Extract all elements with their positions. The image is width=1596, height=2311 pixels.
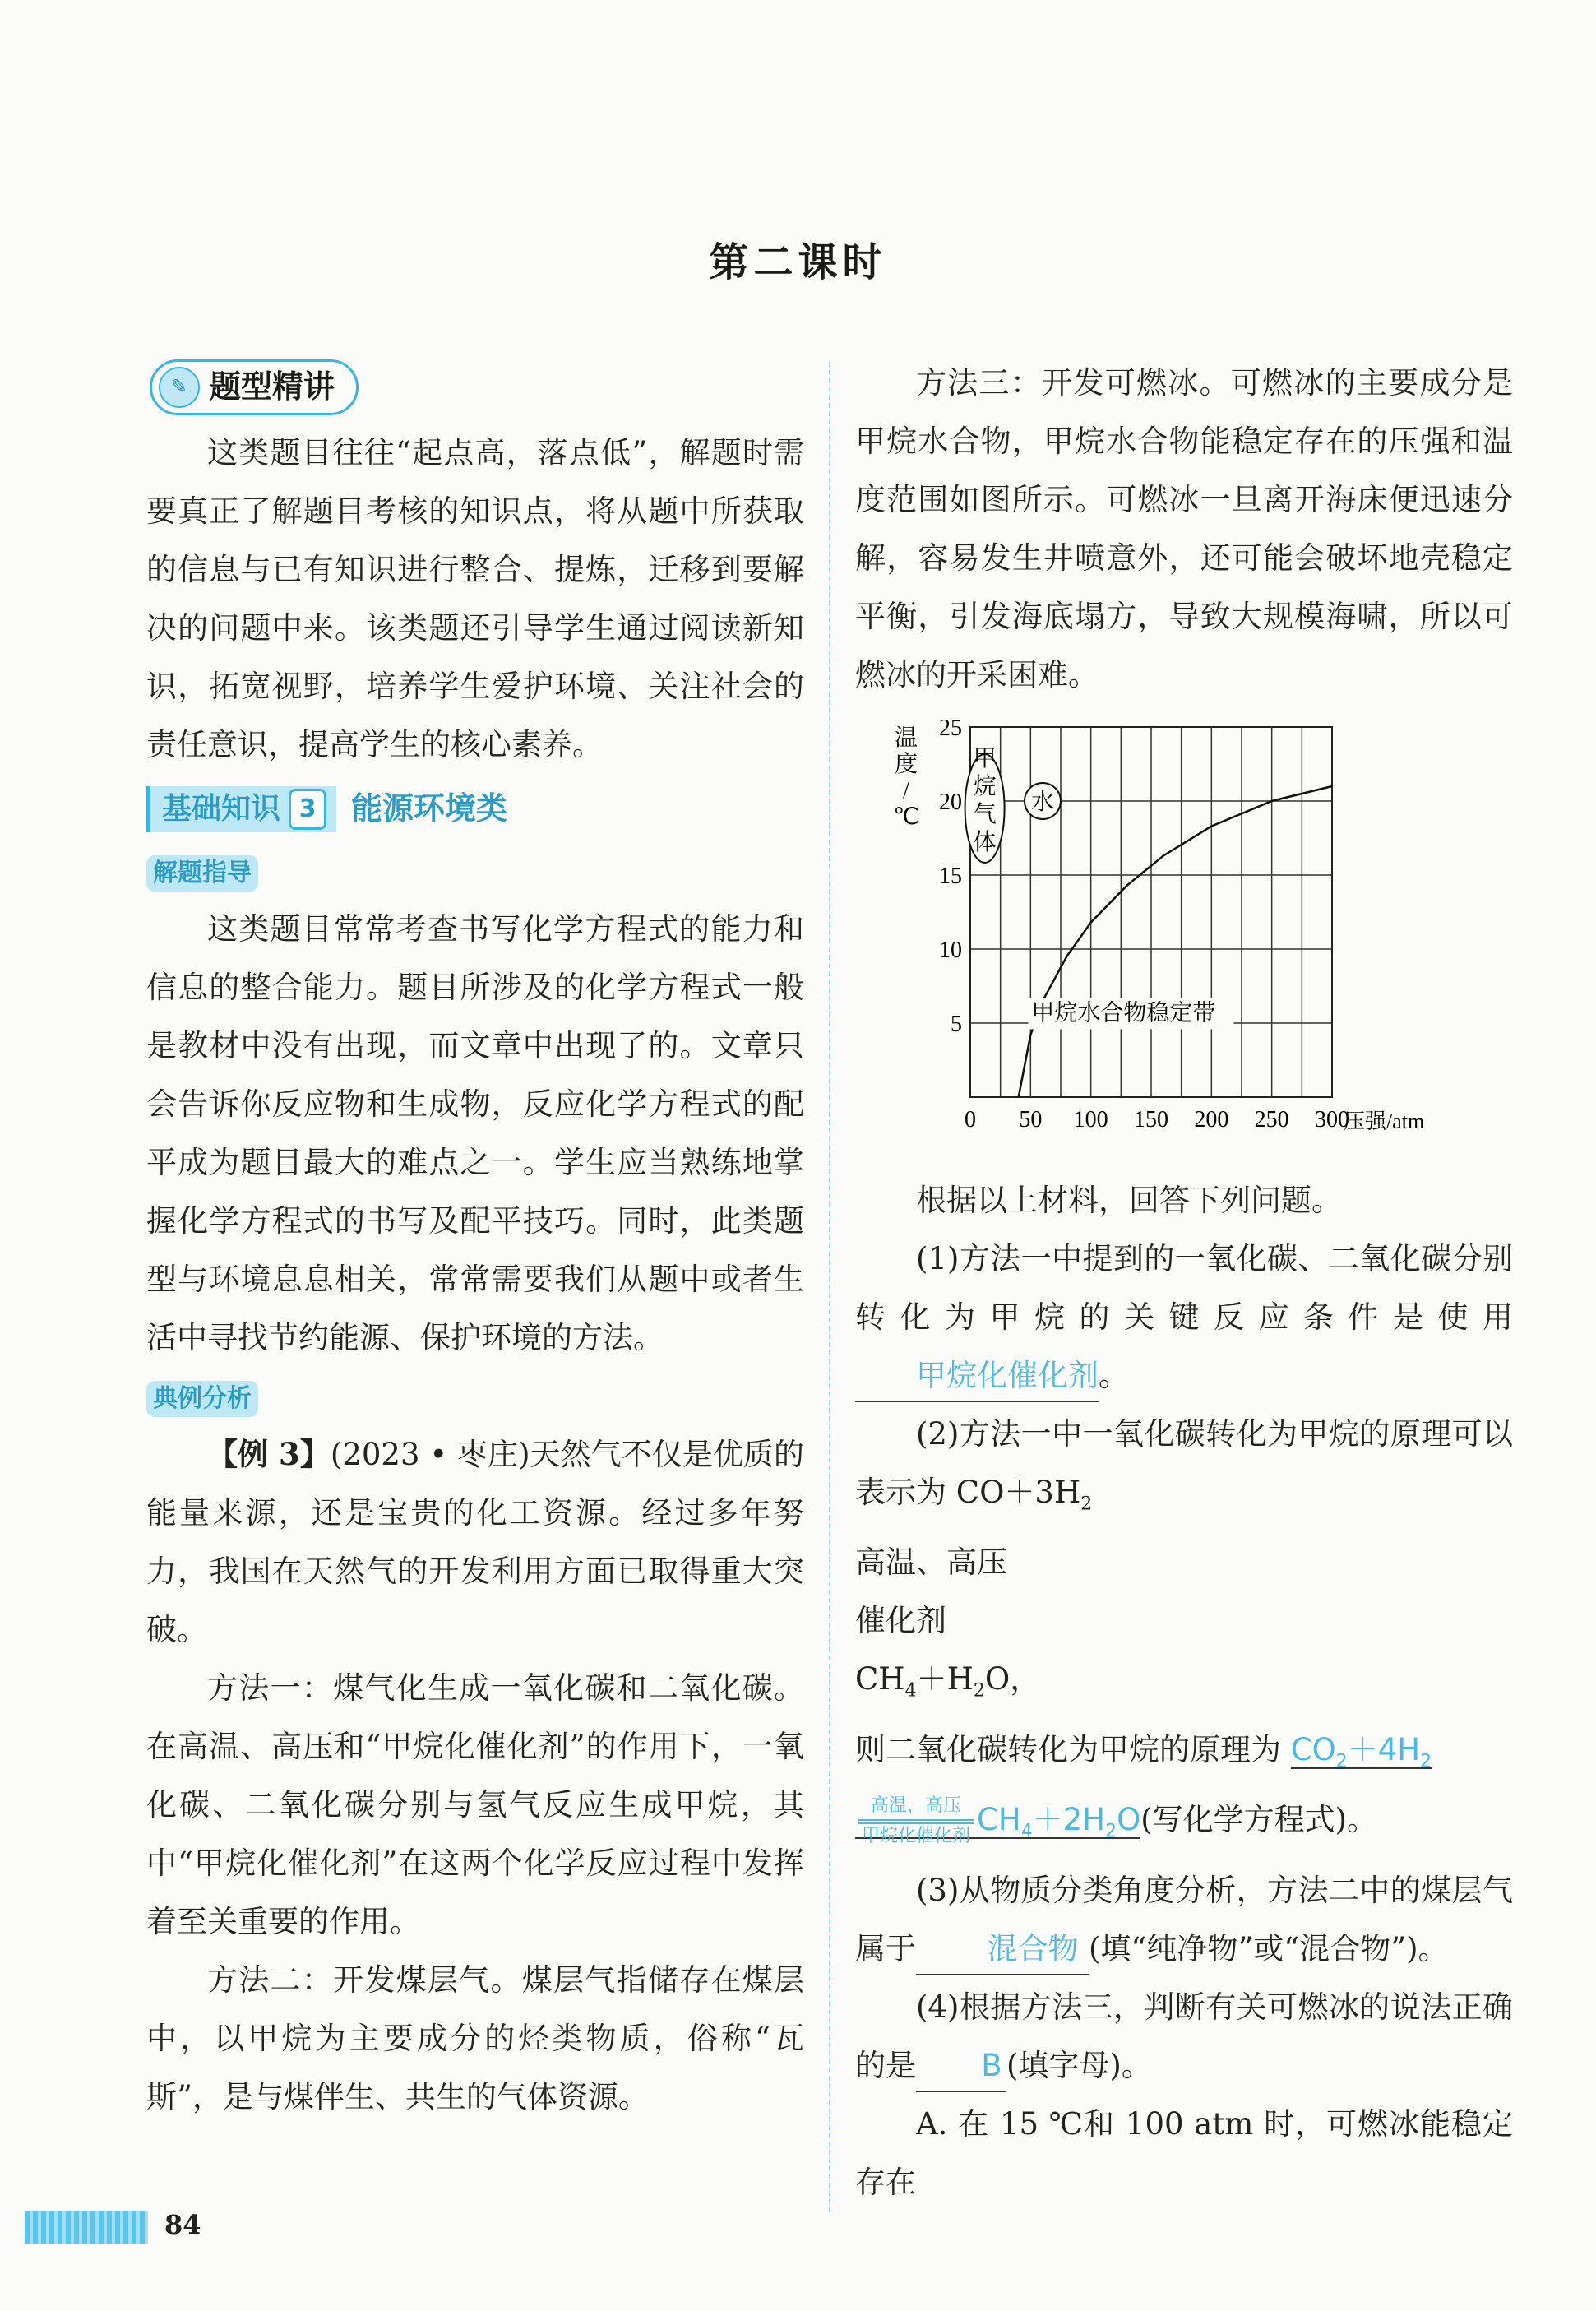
x-tick-label: 50: [1019, 1107, 1043, 1132]
gas-region-label: 气: [973, 801, 997, 827]
q2-text-b: 则二氧化碳转化为甲烷的原理为: [855, 1731, 1281, 1767]
gas-region-label: 体: [973, 829, 997, 855]
q2-ans-ch4: CH: [977, 1802, 1021, 1838]
knowledge-badge: [146, 786, 336, 832]
q2-ans-cond-bot: 甲烷化催化剂: [862, 1825, 971, 1846]
q3-text: (3)从物质分类角度分析，方法二中的煤层气属于: [855, 1872, 1513, 1966]
guide-paragraph: 这类题目常常考查书写化学方程式的能力和信息的整合能力。题目所涉及的化学方程式一般是教材中没有出现，而文章中出现了的。文章只会告诉你反应物和生成物，反应化学方程式的配平成为题目最大的难点之一。学生应当熟练地掌握化学方程式的书写及配平技巧。同时，此类题型与环境息息相关，常常需要我们从题中或者生活中寻找节约能源、保护环境的方法。: [146, 910, 804, 1355]
example-text: (2023 • 枣庄)天然气不仅是优质的能量来源，还是宝贵的化工资源。经过多年努力，我国在天然气的开发利用方面已取得重大突破。: [146, 1436, 804, 1647]
q2-ans-co2: CO: [1290, 1731, 1336, 1767]
x-tick-label: 200: [1194, 1107, 1229, 1132]
option-a: A. 在 15 ℃和 100 atm 时，可燃冰能稳定存在: [855, 2105, 1513, 2200]
q2-ans-h2o: ＋2H: [1032, 1802, 1106, 1838]
method2-paragraph: 方法二：开发煤层气。煤层气指储存在煤层中，以甲烷为主要成分的烃类物质，俗称“瓦斯”，是与煤伴生、共生的气体资源。: [146, 1961, 804, 2114]
knowledge-label: 基础知识: [162, 792, 281, 826]
y-tick-label: 25: [939, 716, 962, 741]
y-axis-label-char: /: [903, 778, 909, 804]
page-number: 84: [164, 2209, 201, 2240]
y-axis-label-char: 温: [894, 725, 918, 751]
stable-region-label: 甲烷水合物稳定带: [1031, 1000, 1216, 1026]
knowledge-category: 能源环境类: [351, 790, 508, 827]
guide-tag: 解题指导: [146, 855, 258, 892]
x-tick-label: 100: [1073, 1107, 1108, 1132]
question-2: (2)方法一中一氧化碳转化为甲烷的原理可以表示为 $CO+3H_2$: [855, 1416, 1513, 1515]
right-column: 方法三：开发可燃冰。可燃冰的主要成分是甲烷水合物，甲烷水合物能稳定存在的压强和温度范围如图所示。可燃冰一旦离开海床便迅速分解，容易发生井喷意外，还可能会破坏地壳稳定平衡，引发海底塌方，导致大规模海啸，所以可燃冰的开采困难。 0 50 100 150 200 250 300 5 10 15 20 25 压强/atm 温 度 / ℃ 甲 烷 气 体 水 甲烷水合物稳定带 根据以上材料，回答下列问题。 (1)方法一中提到的一氧化碳、二氧化碳分别转化为甲烷的关键反应条件是使用甲烷化催化剂。 (2)方法一中一氧化碳转化为甲烷的原理可以表示为 $CO+3H_2$ 高温、高压 催化剂 $CH_4+H_2O$， 则二氧化碳转化为甲烷的原理为 $CO_2+4H_2$ 高温，高压 甲烷化催化剂 $CH_4+2H_2O$(写化学方程式)。 (3)从物质分类角度分析，方法二中的煤层气属于 混合物 (填“纯净物”或“混合物”)。 (4)根据方法三，判断有关可燃冰的说法正确的是 B (填字母)。 A. 在 15 ℃和 100 atm 时，可燃冰能稳定存在: [855, 354, 1513, 2211]
x-tick-label: 0: [965, 1107, 976, 1132]
stability-curve: [1019, 786, 1332, 1097]
y-tick-label: 10: [939, 938, 962, 963]
q2-cond-top: 高温、高压: [855, 1545, 1007, 1581]
knowledge-number: 3: [289, 789, 326, 830]
footer-bar: [25, 2211, 148, 2244]
lecture-icon: ✎: [159, 367, 200, 408]
intro-paragraph: 这类题目往往“起点高，落点低”，解题时需要真正了解题目考核的知识点，将从题中所获取的信息与已有知识进行整合、提炼，迁移到要解决的问题中来。该类题还引导学生通过阅读新知识，拓宽视野，培养学生爱护环境、关注社会的责任意识，提高学生的核心素养。: [146, 434, 804, 762]
q2-text: (2)方法一中一氧化碳转化为甲烷的原理可以表示为 CO＋3H: [855, 1416, 1513, 1510]
gas-region-label: 甲: [973, 745, 997, 771]
method3-paragraph: 方法三：开发可燃冰。可燃冰的主要成分是甲烷水合物，甲烷水合物能稳定存在的压强和温度范围如图所示。可燃冰一旦离开海床便迅速分解，容易发生井喷意外，还可能会破坏地壳稳定平衡，引发海底塌方，导致大规模海啸，所以可燃冰的开采困难。: [855, 365, 1513, 692]
q3-answer: 混合物: [916, 1924, 1089, 1975]
section-badge-label: 题型精讲: [210, 368, 335, 405]
q2-answer: $CO_2+4H_2$ 高温，高压 甲烷化催化剂 $CH_4+2H_2O$: [855, 1732, 1432, 1839]
y-tick-label: 15: [939, 864, 962, 889]
prompt-paragraph: 根据以上材料，回答下列问题。: [916, 1183, 1342, 1218]
q1-text: (1)方法一中提到的一氧化碳、二氧化碳分别转化为甲烷的关键反应条件是使用: [855, 1241, 1513, 1335]
q2-product-a: CH: [855, 1661, 905, 1697]
x-tick-label: 250: [1254, 1107, 1289, 1132]
example-paragraph: [146, 1425, 804, 1659]
left-column: [146, 354, 804, 2126]
q2-cond-bot: 催化剂: [855, 1603, 946, 1639]
q2-end: (写化学方程式)。: [1140, 1802, 1378, 1838]
example-tag: 典例分析: [146, 1381, 258, 1417]
question-4: [855, 1978, 1513, 2095]
example-label: 【例 3】: [207, 1435, 331, 1472]
y-axis-label-char: 度: [894, 752, 918, 777]
hydrate-stability-chart: [855, 711, 1513, 1171]
q2-ans-h2: ＋4H: [1347, 1731, 1421, 1767]
q2-product-c: O，: [984, 1661, 1041, 1697]
y-tick-label: 5: [951, 1012, 962, 1037]
q4-answer: B: [916, 2041, 1006, 2092]
q2-ans-o: O: [1117, 1802, 1141, 1838]
q1-end: 。: [1099, 1358, 1129, 1393]
q2-ans-condition: [858, 1796, 974, 1846]
y-axis-label-char: ℃: [893, 804, 919, 830]
question-3: [855, 1861, 1513, 1978]
question-1: [855, 1230, 1513, 1405]
gas-region-label: 烷: [973, 773, 997, 799]
water-region-label: 水: [1030, 790, 1055, 815]
x-tick-label: 150: [1134, 1107, 1168, 1132]
x-axis-label: 压强/atm: [1344, 1109, 1425, 1133]
column-divider: [829, 362, 830, 2212]
y-tick-label: 20: [939, 790, 962, 815]
q4-text-b: (填字母)。: [1006, 2047, 1152, 2083]
q4-text: (4)根据方法三，判断有关可燃冰的说法正确的是: [855, 1989, 1513, 2083]
method1-paragraph: 方法一：煤气化生成一氧化碳和二氧化碳。在高温、高压和“甲烷化催化剂”的作用下，一氧化碳、二氧化碳分别与氢气反应生成甲烷，其中“甲烷化催化剂”在这两个化学反应过程中发挥着至关重要的作用。: [146, 1670, 804, 1939]
q1-answer: 甲烷化催化剂: [855, 1351, 1099, 1402]
x-tick-label: 300: [1315, 1107, 1349, 1132]
section-badge: [150, 359, 359, 415]
q3-text-b: (填“纯净物”或“混合物”)。: [1089, 1930, 1449, 1966]
q2-product-b: ＋H: [916, 1661, 974, 1697]
q2-ans-cond-top: 高温，高压: [871, 1795, 962, 1817]
knowledge-header: [146, 780, 804, 838]
page-title: 第二课时: [709, 239, 887, 285]
